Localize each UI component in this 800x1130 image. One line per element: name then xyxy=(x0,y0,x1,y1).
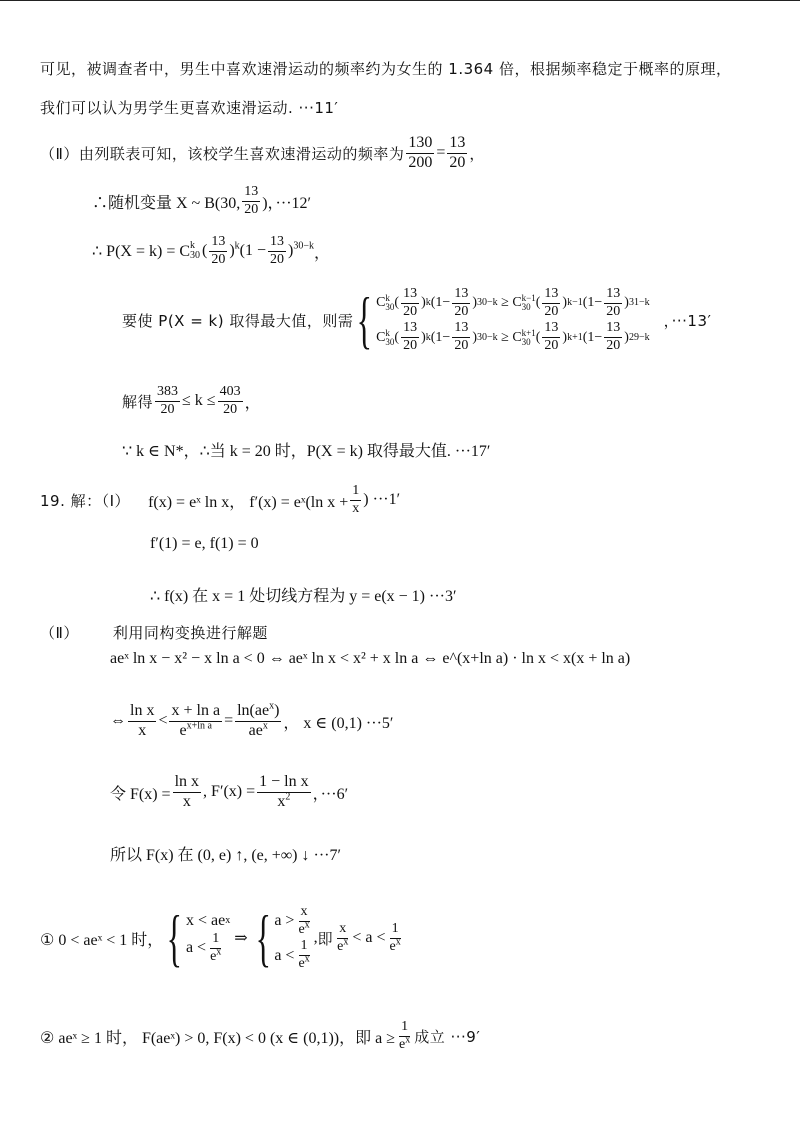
derivative-at-1: f′(1) = e, f(1) = 0 xyxy=(150,535,259,552)
problem19-part2-heading: （Ⅱ） 利用同构变换进行解题 xyxy=(40,624,268,642)
solution-range: 解得 $\frac{383}{20}$ ≤ k ≤ $\frac{403}{20}$ ， xyxy=(122,384,261,417)
ratio-inequality: ⇔ $\frac{\text{ln x}}{x}$ < $\frac{\text{x + ln a}}{e^{x+ln a}}$ = $\frac{\ln(ae^x)}{ae^x}$ ， x ∈ (0,1) ···5′ xyxy=(110,700,394,739)
text-line-1: 可见，被调查者中，男生中喜欢速滑运动的频率约为女生的 1.364 倍，根据频率稳定于概率的原理， xyxy=(40,60,732,78)
monotonicity: 所以 F(x) 在 (0, e) ↑, (e, +∞) ↓ ···7′ xyxy=(110,847,341,864)
conclusion-line: ∵ k ∈ N*，∴当 k = 20 时，P(X = k) 取得最大值. ···17′ xyxy=(122,443,491,460)
define-F: 令 F(x) = $\frac{\text{ln x}}{x}$ , F′(x) = $\frac{\text{1 − ln x}}{x^2}$ ，···6′ xyxy=(110,773,349,810)
top-border xyxy=(0,0,800,1)
pmf-line: ∴ P(X = k) = C k 30 ( $\frac{13}{20}$ )$^k$(1 − $\frac{13}{20}$ )$^{30-k}$ ， xyxy=(92,234,331,267)
case-1: ① 0 < aeˣ < 1 时， { x < ae x a < $\frac{1}{e^x}$ ⇒ { a > $\frac{x}{e^x}$ a < $\frac{1}{e^x}$ , 即 $\frac{x}{e^x}$ < a < $\frac{1}{e^x}$ xyxy=(40,902,401,974)
fraction-13-20: $\frac{13}{20}$ xyxy=(449,134,466,171)
random-variable-line: ∴随机变量 X ~ B(30, $\frac{13}{20}$ )，···12′ xyxy=(92,184,312,217)
fraction-130-200: $\frac{130}{200}$ xyxy=(408,134,433,171)
tangent-line-result: ∴ f(x) 在 x = 1 处切线方程为 y = e(x − 1) ···3′ xyxy=(150,588,457,605)
maximization-condition: 要使 P(X = k) 取得最大值，则需 { C k 30 ( $\frac{13}{20}$ ) k (1− $\frac{13}{20}$ ) 30−k ≥ C k−1 30 ( $\frac{13}{20}$ ) k−1 (1− $\frac{13}{20}$ ) 31−k C k 30 ( $\frac{13}{20}$ ) k (1− $\frac{13}{20}$ ) 30−k ≥ C k+1 30 ( $\frac{13}{20}$ ) k+1 (1− $\frac{13}{20}$ ) 29−k ，···13′ xyxy=(122,284,712,356)
problem19-part1: 19. 解：（Ⅰ） f(x) = eˣ ln x， f′(x) = eˣ(ln x + $\frac{1}{x}$ ) ···1′ xyxy=(40,483,401,516)
case-2: ② aeˣ ≥ 1 时， F(aeˣ) > 0, F(x) < 0 (x ∈ (0,1))，即 a ≥ $\frac{1}{e^x}$ 成立 ···9′ xyxy=(40,1019,481,1052)
isomorphism-equivalence: aeˣ ln x − x² − x ln a < 0 ⇔ aeˣ ln x < x² + x ln a ⇔ e^(x+ln a) · ln x < x(x + ln a) xyxy=(110,650,631,667)
text-line-2: 我们可以认为男学生更喜欢速滑运动. ···11′ xyxy=(40,99,339,117)
part2-frequency-line: （Ⅱ）由列联表可知，该校学生喜欢速滑运动的频率为 $\frac{130}{200}$ = $\frac{13}{20}$ ， xyxy=(40,134,485,171)
inequality-system: { C k 30 ( $\frac{13}{20}$ ) k (1− $\frac{13}{20}$ ) 30−k ≥ C k−1 30 ( $\frac{13}{20}$ ) k−1 (1− $\frac{13}{20}$ ) 31−k C k 30 ( $\frac{13}{20}$ ) k (1− $\frac{13}{20}$ ) 30−k ≥ C k+1 30 ( $\frac{13}{20}$ ) k+1 (1− $\frac{13}{20}$ ) 29−k xyxy=(357,284,650,356)
part2-heading: （Ⅱ）由列联表可知，该校学生喜欢速滑运动的频率为 xyxy=(40,144,405,163)
